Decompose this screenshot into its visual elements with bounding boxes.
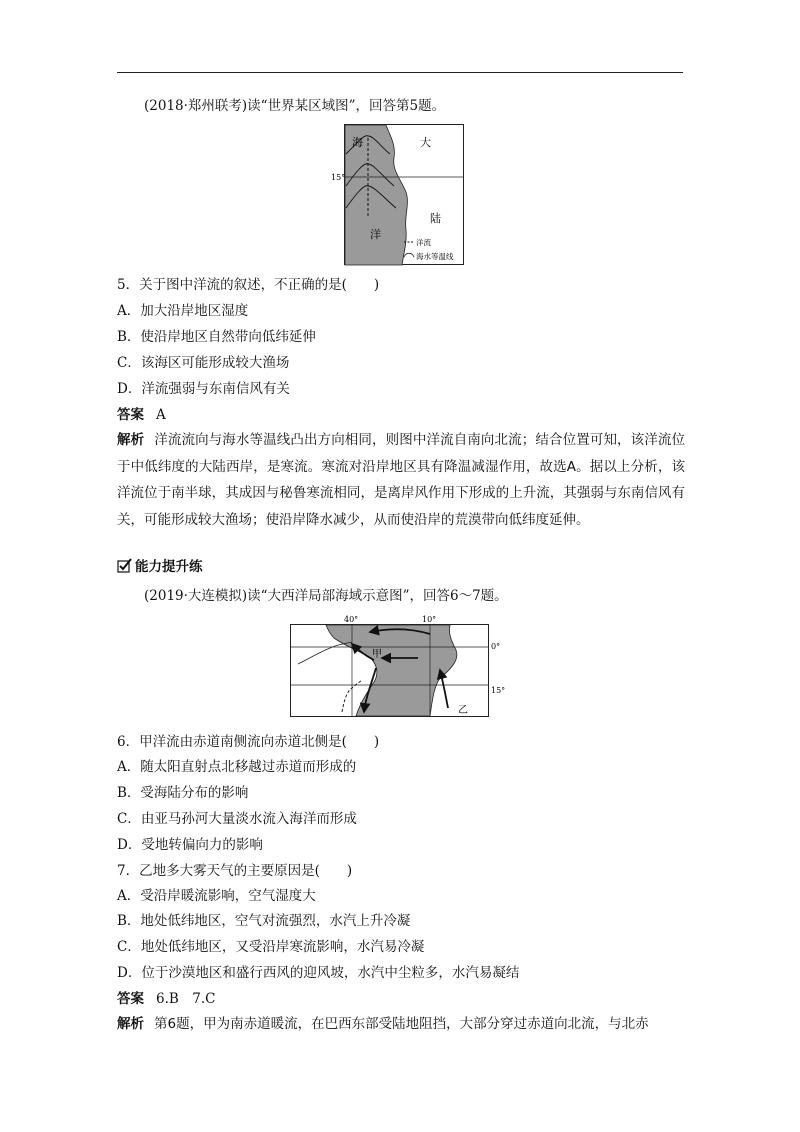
legend-current: 洋流 (416, 238, 431, 247)
q6-question: 6．甲洋流由赤道南侧流向赤道北侧是( ) (117, 734, 380, 750)
q5-option-c: C．该海区可能形成较大渔场 (117, 355, 290, 371)
section-title-text: 能力提升练 (135, 559, 203, 575)
q6-option-d: D．受地转偏向力的影响 (117, 837, 263, 853)
atlantic-region-map (290, 612, 510, 722)
analysis-label: 解析 (117, 432, 145, 448)
world-region-map (331, 124, 464, 266)
q6-option-b: B．受海陆分布的影响 (117, 785, 249, 801)
label-jia: 甲 (372, 649, 382, 660)
header-rule (117, 72, 683, 73)
q7-option-d: D．位于沙漠地区和盛行西风的迎风坡，水汽中尘粒多，水汽易凝结 (117, 965, 520, 981)
q7-option-a: A．受沿岸暖流影响，空气湿度大 (117, 888, 316, 904)
analysis-label: 解析 (117, 1016, 144, 1032)
answer-value: 6.B 7.C (156, 991, 216, 1007)
q67-analysis (117, 1011, 685, 1038)
q7-question: 7．乙地多大雾天气的主要原因是( ) (117, 863, 353, 879)
analysis-text: 第6题，甲为南赤道暖流，在巴西东部受陆地阻挡，大部分穿过赤道向北流，与北赤 (154, 1016, 649, 1032)
q5-question: 5．关于图中洋流的叙述，不正确的是( ) (117, 277, 380, 293)
label-yi: 乙 (458, 705, 468, 716)
q7-option-c: C．地处低纬地区，又受沿岸寒流影响，水汽易冷凝 (117, 939, 425, 955)
q5-answer (117, 405, 166, 425)
legend-isotherm: 海水等温线 (416, 252, 454, 261)
label-lat15: 15° (491, 686, 506, 695)
q67-intro: (2019·大连模拟)读“大西洋局部海域示意图”，回答6～7题。 (144, 588, 508, 604)
label-big: 大 (420, 136, 431, 149)
checkbox-check-icon (117, 558, 132, 573)
q6-option-c: C．由亚马孙河大量淡水流入海洋而形成 (117, 811, 357, 827)
label-lon10: 10° (422, 615, 437, 624)
q67-answer (117, 989, 216, 1009)
label-lat15: 15° (331, 173, 346, 182)
q7-option-b: B．地处低纬地区，空气对流强烈，水汽上升冷凝 (117, 913, 411, 929)
answer-label: 答案 (117, 991, 144, 1007)
label-lat0: 0° (491, 642, 501, 651)
section-title (117, 555, 203, 575)
label-ocean: 洋 (370, 228, 381, 241)
answer-label: 答案 (117, 407, 144, 423)
q6-option-a: A．随太阳直射点北移越过赤道而形成的 (117, 759, 357, 775)
label-lon40: 40° (344, 615, 359, 624)
q5-option-b: B．使沿岸地区自然带向低纬延伸 (117, 329, 316, 345)
q5-option-d: D．洋流强弱与东南信风有关 (117, 381, 290, 397)
analysis-text: 洋流流向与海水等温线凸出方向相同，则图中洋流自南向北流；结合位置可知，该洋流位于中低纬度的大陆西岸，是寒流。寒流对沿岸地区具有降温减湿作用，故选A。据以上分析，该洋流位于南半球，其成因与秘鲁寒流相同，是离岸风作用下形成的上升流，其强弱与东南信风有关，可能形成较大渔场；使沿岸降水减少，从而使沿岸的荒漠带向低纬度延伸。 (117, 432, 686, 528)
answer-value: A (156, 407, 166, 423)
q5-intro: (2018·郑州联考)读“世界某区域图”，回答第5题。 (144, 98, 446, 114)
q5-analysis (117, 427, 685, 533)
q5-option-a: A．加大沿岸地区湿度 (117, 303, 249, 319)
label-land: 陆 (430, 212, 441, 225)
label-sea: 海 (352, 136, 363, 149)
